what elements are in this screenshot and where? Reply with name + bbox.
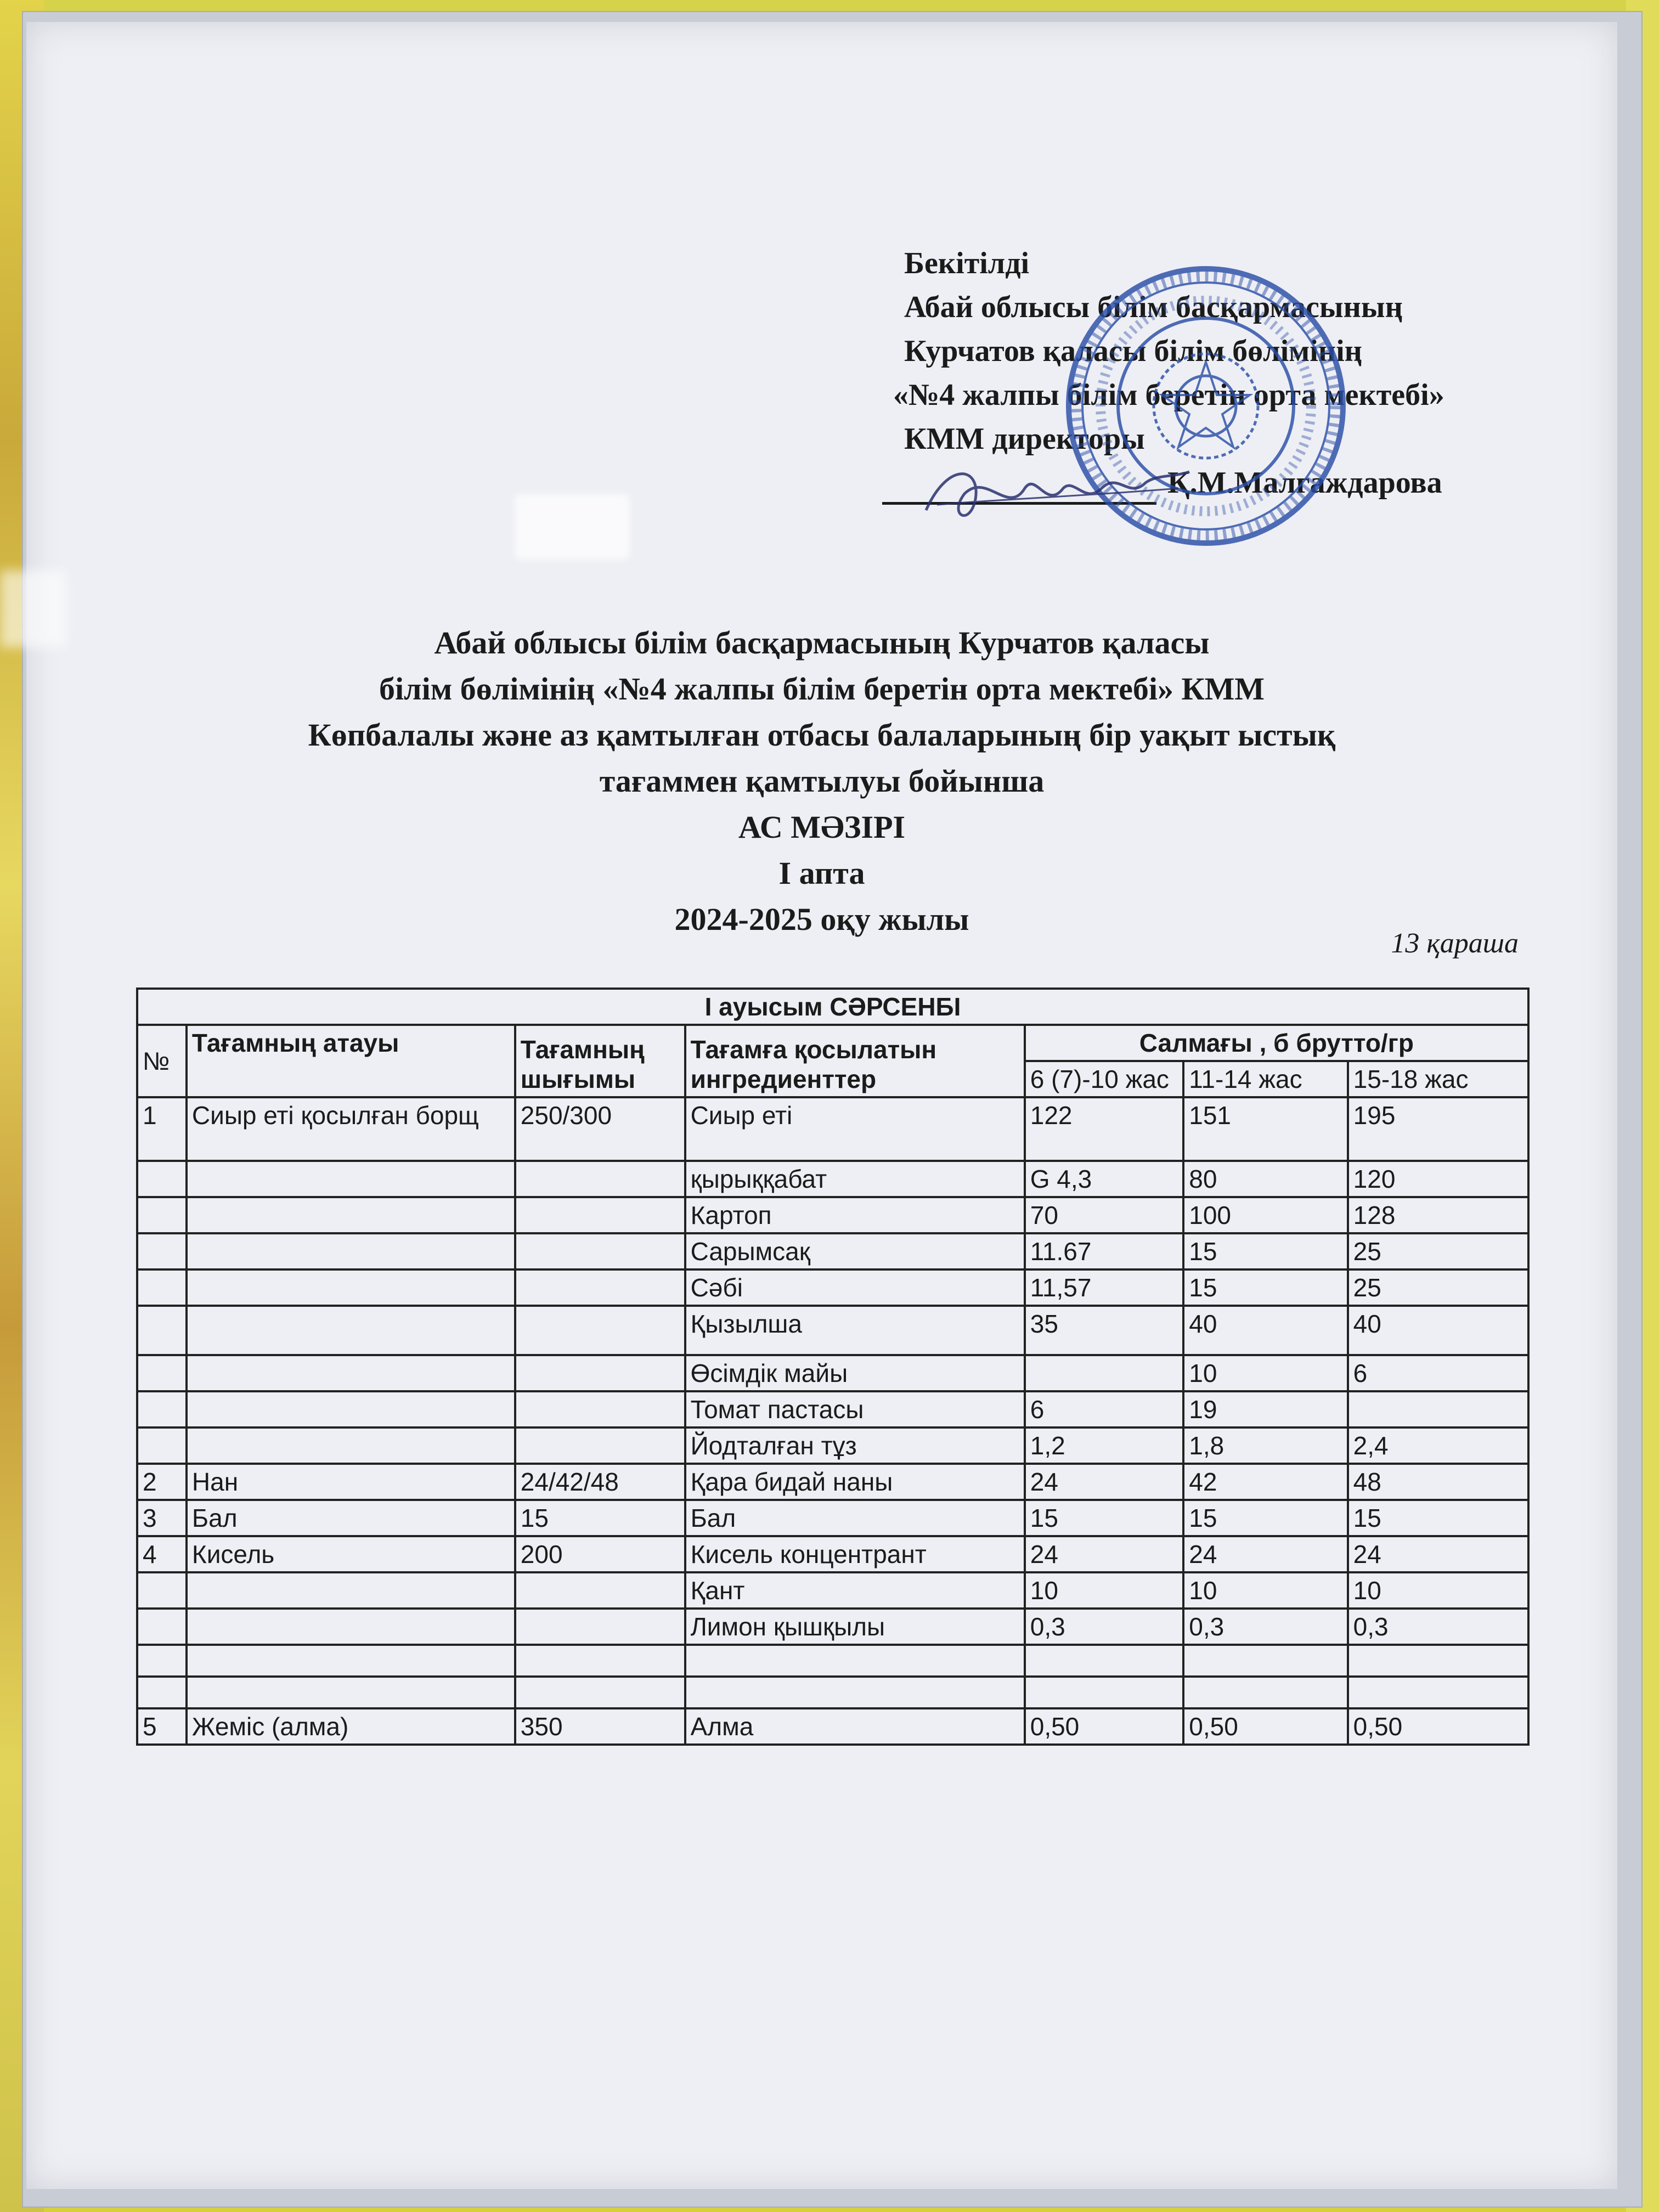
approval-line-2: Абай облысы білім басқармасының <box>904 290 1403 324</box>
header-ingredients: Тағамға қосылатын ингредиенттер <box>685 1025 1025 1097</box>
cell-weight-11-14: 10 <box>1183 1572 1347 1609</box>
cell-dish-yield: 250/300 <box>515 1097 685 1161</box>
cell-weight-6-10: 15 <box>1025 1500 1184 1536</box>
cell-dish-name: Нан <box>187 1464 515 1500</box>
table-row <box>137 1572 1528 1609</box>
cell-number <box>137 1355 187 1391</box>
cell-weight-11-14 <box>1183 1645 1347 1677</box>
cell-number: 2 <box>137 1464 187 1500</box>
cell-weight-6-10: 24 <box>1025 1464 1184 1500</box>
cell-number: 3 <box>137 1500 187 1536</box>
cell-weight-11-14: 10 <box>1183 1355 1347 1391</box>
menu-table-body <box>137 1097 1528 1745</box>
cell-dish-name <box>187 1355 515 1391</box>
cell-weight-6-10: 70 <box>1025 1197 1184 1233</box>
cell-weight-15-18: 2,4 <box>1348 1427 1528 1464</box>
cell-weight-11-14: 15 <box>1183 1233 1347 1269</box>
cell-dish-yield: 15 <box>515 1500 685 1536</box>
cell-ingredient: Бал <box>685 1500 1025 1536</box>
cell-number <box>137 1269 187 1306</box>
cell-weight-15-18: 15 <box>1348 1500 1528 1536</box>
light-glare-left <box>0 571 66 647</box>
cell-dish-name: Жеміс (алма) <box>187 1708 515 1745</box>
cell-weight-11-14: 40 <box>1183 1306 1347 1355</box>
table-row <box>137 1233 1528 1269</box>
cell-ingredient: Сиыр еті <box>685 1097 1025 1161</box>
cell-ingredient: Қара бидай наны <box>685 1464 1025 1500</box>
cell-weight-11-14: 42 <box>1183 1464 1347 1500</box>
cell-dish-yield <box>515 1197 685 1233</box>
heading-line-4: тағаммен қамтылуы бойынша <box>599 763 1045 799</box>
cell-weight-15-18: 195 <box>1348 1097 1528 1161</box>
cell-weight-6-10: 0,3 <box>1025 1609 1184 1645</box>
cell-dish-name <box>187 1306 515 1355</box>
cell-ingredient: Томат пастасы <box>685 1391 1025 1427</box>
cell-number <box>137 1391 187 1427</box>
cell-weight-15-18 <box>1348 1645 1528 1677</box>
cell-dish-name <box>187 1609 515 1645</box>
table-row <box>137 1427 1528 1464</box>
cell-weight-6-10: 122 <box>1025 1097 1184 1161</box>
cell-dish-name: Бал <box>187 1500 515 1536</box>
menu-table <box>136 988 1530 1746</box>
approval-line-5: КММ директоры <box>904 422 1145 456</box>
header-age-6-10: 6 (7)-10 жас <box>1025 1061 1184 1097</box>
heading-line-1: Абай облысы білім басқармасының Курчатов қаласы <box>434 625 1210 661</box>
cell-weight-15-18: 10 <box>1348 1572 1528 1609</box>
cell-dish-yield <box>515 1677 685 1708</box>
table-row <box>137 1197 1528 1233</box>
cell-number <box>137 1609 187 1645</box>
cell-weight-11-14: 100 <box>1183 1197 1347 1233</box>
table-row <box>137 1609 1528 1645</box>
header-age-11-14: 11-14 жас <box>1183 1061 1347 1097</box>
cell-dish-name <box>187 1197 515 1233</box>
table-row <box>137 1161 1528 1197</box>
cell-ingredient: қырыққабат <box>685 1161 1025 1197</box>
cell-weight-11-14: 80 <box>1183 1161 1347 1197</box>
cell-weight-6-10 <box>1025 1677 1184 1708</box>
cell-weight-15-18: 48 <box>1348 1464 1528 1500</box>
table-row <box>137 1500 1528 1536</box>
table-row <box>137 1645 1528 1677</box>
cell-number <box>137 1306 187 1355</box>
cell-ingredient: Кисель концентрант <box>685 1536 1025 1572</box>
cell-weight-6-10 <box>1025 1645 1184 1677</box>
cell-dish-yield <box>515 1391 685 1427</box>
cell-number <box>137 1197 187 1233</box>
cell-weight-15-18: 0,50 <box>1348 1708 1528 1745</box>
cell-dish-yield: 350 <box>515 1708 685 1745</box>
cell-dish-name <box>187 1427 515 1464</box>
cell-ingredient: Өсімдік майы <box>685 1355 1025 1391</box>
menu-date: 13 қараша <box>1391 928 1519 959</box>
approval-line-4: «№4 жалпы білім беретін орта мектебі» <box>893 378 1444 412</box>
cell-dish-name: Сиыр еті қосылған борщ <box>187 1097 515 1161</box>
cell-weight-15-18 <box>1348 1391 1528 1427</box>
cell-weight-6-10: 24 <box>1025 1536 1184 1572</box>
heading-line-3: Көпбалалы және аз қамтылған отбасы балаларының бір уақыт ыстық <box>308 717 1336 753</box>
cell-ingredient <box>685 1677 1025 1708</box>
cell-dish-name <box>187 1677 515 1708</box>
cell-weight-11-14: 151 <box>1183 1097 1347 1161</box>
cell-dish-yield <box>515 1645 685 1677</box>
cell-weight-15-18: 25 <box>1348 1269 1528 1306</box>
cell-weight-6-10: 0,50 <box>1025 1708 1184 1745</box>
cell-dish-name <box>187 1391 515 1427</box>
cell-weight-11-14: 1,8 <box>1183 1427 1347 1464</box>
cell-weight-6-10: G 4,3 <box>1025 1161 1184 1197</box>
cell-dish-yield: 200 <box>515 1536 685 1572</box>
cell-weight-6-10 <box>1025 1355 1184 1391</box>
cell-weight-6-10: 1,2 <box>1025 1427 1184 1464</box>
table-row <box>137 1355 1528 1391</box>
approval-line-1: Бекітілді <box>904 246 1030 280</box>
cell-ingredient: Сарымсақ <box>685 1233 1025 1269</box>
cell-number <box>137 1645 187 1677</box>
cell-weight-15-18: 40 <box>1348 1306 1528 1355</box>
header-dish-yield: Тағамның шығымы <box>515 1025 685 1097</box>
cell-number <box>137 1427 187 1464</box>
cell-number <box>137 1161 187 1197</box>
cell-weight-6-10: 11.67 <box>1025 1233 1184 1269</box>
cell-dish-yield <box>515 1269 685 1306</box>
cell-weight-15-18: 128 <box>1348 1197 1528 1233</box>
cell-dish-yield <box>515 1161 685 1197</box>
cell-number <box>137 1572 187 1609</box>
cell-dish-name <box>187 1233 515 1269</box>
cell-dish-yield <box>515 1572 685 1609</box>
heading-line-2: білім бөлімінің «№4 жалпы білім беретін орта мектебі» КММ <box>379 671 1265 707</box>
shift-header: I ауысым СӘРСЕНБІ <box>137 989 1528 1025</box>
handwritten-signature <box>915 450 1200 538</box>
document-page <box>26 22 1617 2189</box>
light-glare <box>515 494 630 560</box>
cell-weight-6-10: 11,57 <box>1025 1269 1184 1306</box>
cell-ingredient: Қызылша <box>685 1306 1025 1355</box>
cell-weight-15-18: 120 <box>1348 1161 1528 1197</box>
cell-weight-15-18: 24 <box>1348 1536 1528 1572</box>
cell-ingredient: Лимон қышқылы <box>685 1609 1025 1645</box>
cell-dish-yield <box>515 1609 685 1645</box>
table-row <box>137 1708 1528 1745</box>
cell-dish-name <box>187 1645 515 1677</box>
cell-dish-name <box>187 1161 515 1197</box>
cell-weight-15-18: 0,3 <box>1348 1609 1528 1645</box>
cell-dish-name <box>187 1269 515 1306</box>
table-row <box>137 1464 1528 1500</box>
table-row <box>137 1306 1528 1355</box>
header-age-15-18: 15-18 жас <box>1348 1061 1528 1097</box>
cell-number <box>137 1233 187 1269</box>
approval-line-3: Курчатов қаласы білім бөлімінің <box>904 334 1362 368</box>
cell-ingredient: Алма <box>685 1708 1025 1745</box>
table-row <box>137 1677 1528 1708</box>
cell-dish-name: Кисель <box>187 1536 515 1572</box>
cell-ingredient <box>685 1645 1025 1677</box>
cell-ingredient: Картоп <box>685 1197 1025 1233</box>
header-weight: Салмағы , б брутто/гр <box>1025 1025 1528 1061</box>
cell-weight-11-14: 15 <box>1183 1269 1347 1306</box>
table-row <box>137 1391 1528 1427</box>
cell-weight-11-14: 0,50 <box>1183 1708 1347 1745</box>
cell-weight-11-14 <box>1183 1677 1347 1708</box>
cell-weight-15-18: 25 <box>1348 1233 1528 1269</box>
header-dish-name: Тағамның атауы <box>187 1025 515 1097</box>
cell-number: 1 <box>137 1097 187 1161</box>
header-number: № <box>137 1025 187 1097</box>
cell-ingredient: Сәбі <box>685 1269 1025 1306</box>
cell-weight-11-14: 15 <box>1183 1500 1347 1536</box>
cell-weight-6-10: 35 <box>1025 1306 1184 1355</box>
cell-weight-15-18: 6 <box>1348 1355 1528 1391</box>
heading-menu-title: АС МӘЗІРІ <box>738 809 906 845</box>
cell-number <box>137 1677 187 1708</box>
cell-weight-6-10: 6 <box>1025 1391 1184 1427</box>
cell-ingredient: Йодталған тұз <box>685 1427 1025 1464</box>
signer-name: Қ.М.Малгаждарова <box>1167 466 1442 500</box>
document-heading <box>26 620 1617 943</box>
cell-dish-yield <box>515 1427 685 1464</box>
cell-dish-yield <box>515 1306 685 1355</box>
heading-school-year: 2024-2025 оқу жылы <box>674 901 969 937</box>
cell-weight-11-14: 19 <box>1183 1391 1347 1427</box>
cell-weight-11-14: 24 <box>1183 1536 1347 1572</box>
heading-week: I апта <box>778 855 865 891</box>
cell-ingredient: Қант <box>685 1572 1025 1609</box>
cell-weight-11-14: 0,3 <box>1183 1609 1347 1645</box>
cell-dish-name <box>187 1572 515 1609</box>
cell-dish-yield: 24/42/48 <box>515 1464 685 1500</box>
table-row <box>137 1097 1528 1161</box>
cell-weight-6-10: 10 <box>1025 1572 1184 1609</box>
cell-dish-yield <box>515 1355 685 1391</box>
table-row <box>137 1269 1528 1306</box>
cell-dish-yield <box>515 1233 685 1269</box>
cell-number: 5 <box>137 1708 187 1745</box>
cell-weight-15-18 <box>1348 1677 1528 1708</box>
cell-number: 4 <box>137 1536 187 1572</box>
table-row <box>137 1536 1528 1572</box>
